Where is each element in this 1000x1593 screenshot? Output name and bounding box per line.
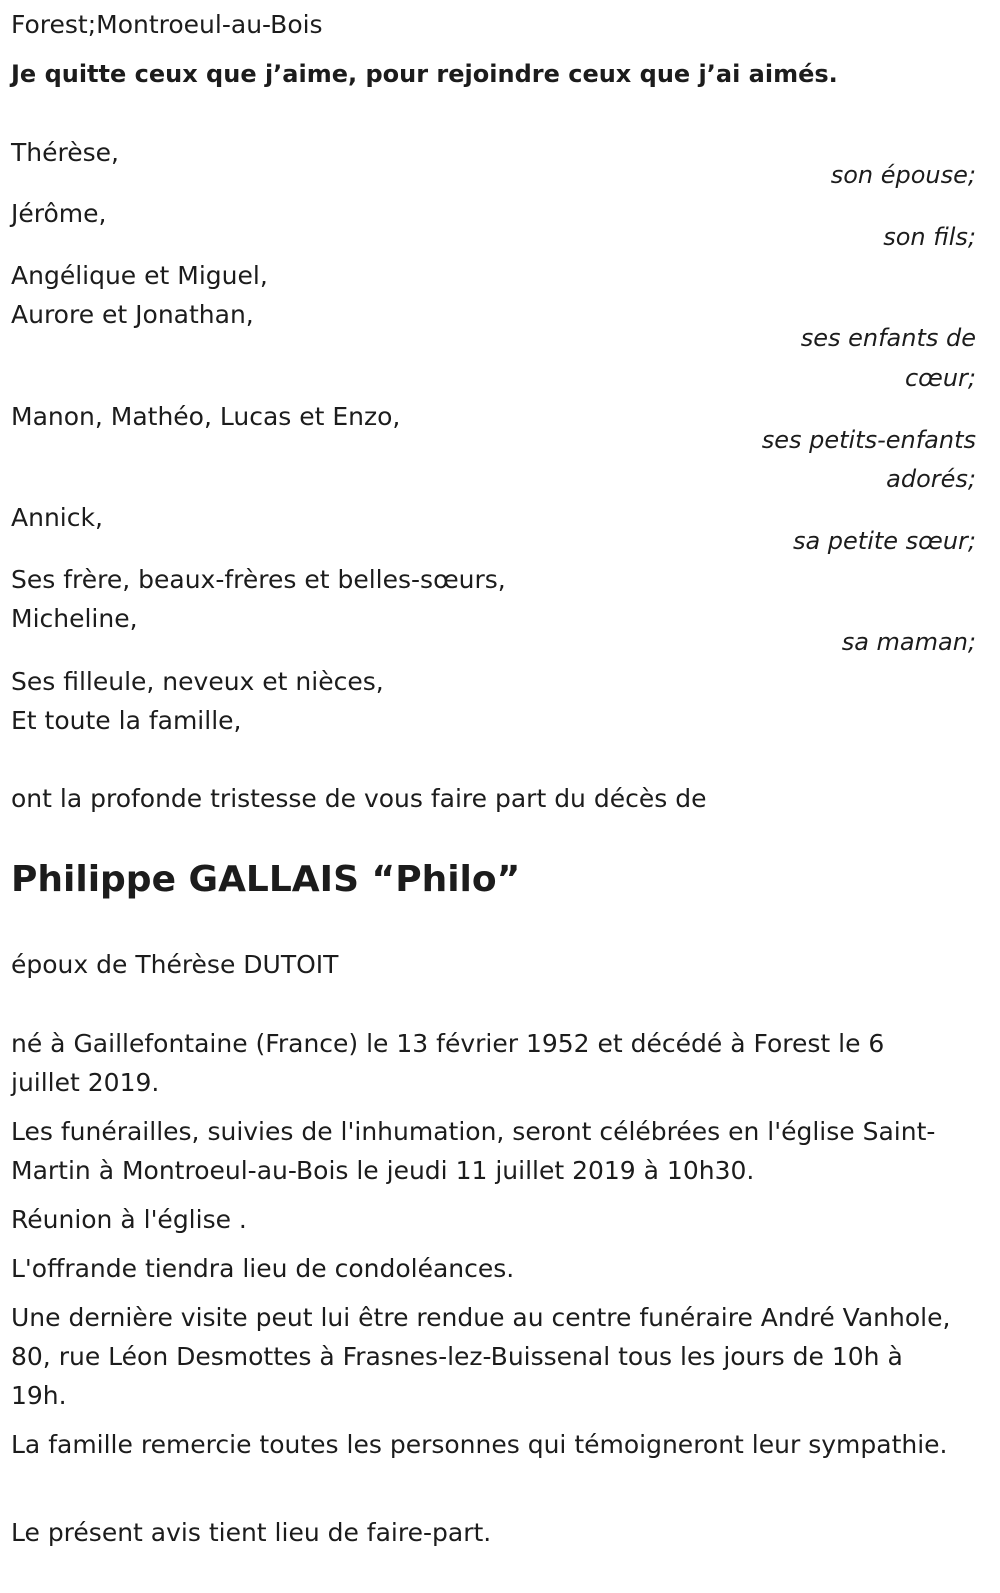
role-enfants-de-coeur-2: cœur; — [904, 364, 976, 392]
deceased-name: Philippe GALLAIS “Philo” — [11, 859, 521, 900]
family-member-jerome: Jérôme, — [11, 199, 107, 228]
family-member-therese: Thérèse, — [11, 138, 119, 167]
family-member-annick: Annick, — [11, 503, 103, 532]
birth-death-paragraph: né à Gaillefontaine (France) le 13 février 1952 et décédé à Forest le 6 juillet 2019. — [11, 1029, 885, 1097]
spouse-line: époux de Thérèse DUTOIT — [11, 950, 339, 979]
role-fils: son fils; — [883, 223, 976, 251]
role-maman: sa maman; — [841, 628, 976, 656]
quote-line: Je quitte ceux que j’aime, pour rejoindre ceux que j’ai aimés. — [11, 60, 838, 88]
family-member-godchildren: Ses filleule, neveux et nièces, — [11, 667, 384, 696]
location-line: Forest;Montroeul-au-Bois — [11, 10, 323, 39]
meeting-paragraph: Réunion à l'église . — [11, 1205, 247, 1234]
family-member-angelique-miguel: Angélique et Miguel, — [11, 261, 268, 290]
offering-paragraph: L'offrande tiendra lieu de condoléances. — [11, 1254, 515, 1283]
thanks-paragraph: La famille remercie toutes les personnes qui témoigneront leur sympathie. — [11, 1430, 948, 1459]
role-petite-soeur: sa petite sœur; — [792, 527, 976, 555]
funeral-paragraph: Les funérailles, suivies de l'inhumation, seront célébrées en l'église Saint-Martin à Montroeul-au-Bois le jeudi 11 juillet 2019 à 10h30. — [11, 1117, 936, 1185]
role-enfants-de-coeur-1: ses enfants de — [800, 324, 976, 352]
visit-paragraph: Une dernière visite peut lui être rendue au centre funéraire André Vanhole, 80, rue Léon Desmottes à Frasnes-lez-Buissenal tous les jours de 10h à 19h. — [11, 1303, 951, 1410]
role-petits-enfants-2: adorés; — [886, 465, 976, 493]
family-member-micheline: Micheline, — [11, 604, 138, 633]
family-member-aurore-jonathan: Aurore et Jonathan, — [11, 300, 254, 329]
family-member-siblings: Ses frère, beaux-frères et belles-sœurs, — [11, 565, 506, 594]
announcement-line: ont la profonde tristesse de vous faire part du décès de — [11, 784, 707, 813]
family-member-grandchildren: Manon, Mathéo, Lucas et Enzo, — [11, 402, 401, 431]
family-member-all-family: Et toute la famille, — [11, 706, 242, 735]
role-epouse: son épouse; — [830, 161, 976, 189]
role-petits-enfants-1: ses petits-enfants — [761, 426, 976, 454]
notice-paragraph: Le présent avis tient lieu de faire-part. — [11, 1518, 492, 1547]
